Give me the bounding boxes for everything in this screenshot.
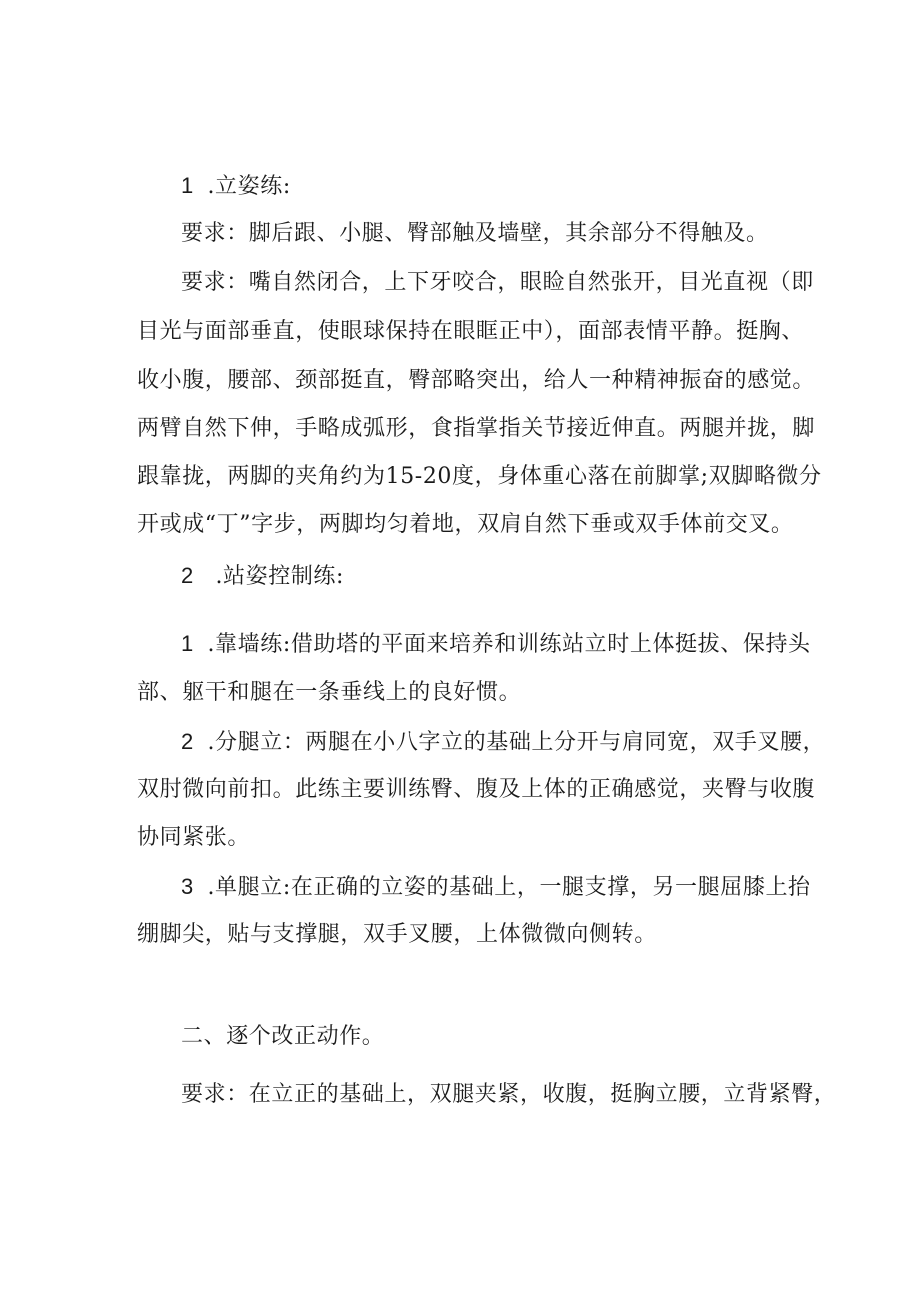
item-text: .单腿立:在正确的立姿的基础上，一腿支撑，另一腿屈膝上抬 [207,875,811,900]
list-item-3-line-1 [181,872,811,903]
list-item-2-line-3: 协同紧张。 [137,825,251,850]
item-text: .靠墙练:借助塔的平面来培养和训练站立时上体挺拔、保持头 [207,632,811,657]
item-number: 3 [181,874,194,899]
requirement-paragraph-2-line-5: 跟靠拢，两脚的夹角约为15-20度，身体重心落在前脚掌;双脚略微分 [137,464,822,489]
heading-number: 2 [181,563,194,588]
list-item-2-line-1 [181,727,825,758]
list-item-1-line-1 [181,629,811,660]
item-text: .分腿立：两腿在小八字立的基础上分开与肩同宽，双手叉腰， [207,730,826,755]
heading-text: .立姿练: [207,174,291,199]
list-item-3-line-2: 绷脚尖，贴与支撑腿，双手叉腰，上体微微向侧转。 [137,922,657,947]
requirement-paragraph-2-line-1: 要求：嘴自然闭合，上下牙咬合，眼睑自然张开，目光直视（即 [181,270,814,295]
section-heading-3: 二、逐个改正动作。 [181,1024,385,1049]
list-item-2-line-2: 双肘微向前扣。此练主要训练臀、腹及上体的正确感觉，夹臀与收腹 [137,777,816,802]
section-heading-2 [181,561,344,592]
list-item-1-line-2: 部、躯干和腿在一条垂线上的良好惯。 [137,680,522,705]
section-heading-1 [181,171,291,202]
item-number: 1 [181,631,194,656]
requirement-paragraph-1: 要求：脚后跟、小腿、臀部触及墙壁，其余部分不得触及。 [181,221,769,246]
heading-text: .站姿控制练: [215,564,345,589]
requirement-paragraph-2-line-2: 目光与面部垂直，使眼球保持在眼眶正中），面部表情平静。挺胸、 [137,319,805,344]
requirement-paragraph-3: 要求：在立正的基础上，双腿夹紧，收腹，挺胸立腰，立背紧臀， [181,1082,837,1107]
requirement-paragraph-2-line-6: 开或成“丁”字步，两脚均匀着地，双肩自然下垂或双手体前交叉。 [137,512,794,537]
requirement-paragraph-2-line-4: 两臂自然下伸，手略成弧形，食指掌指关节接近伸直。两腿并拢，脚 [137,416,816,441]
heading-number: 1 [181,173,194,198]
item-number: 2 [181,729,194,754]
requirement-paragraph-2-line-3: 收小腹，腰部、颈部挺直，臀部略突出，给人一种精神振奋的感觉。 [137,368,816,393]
